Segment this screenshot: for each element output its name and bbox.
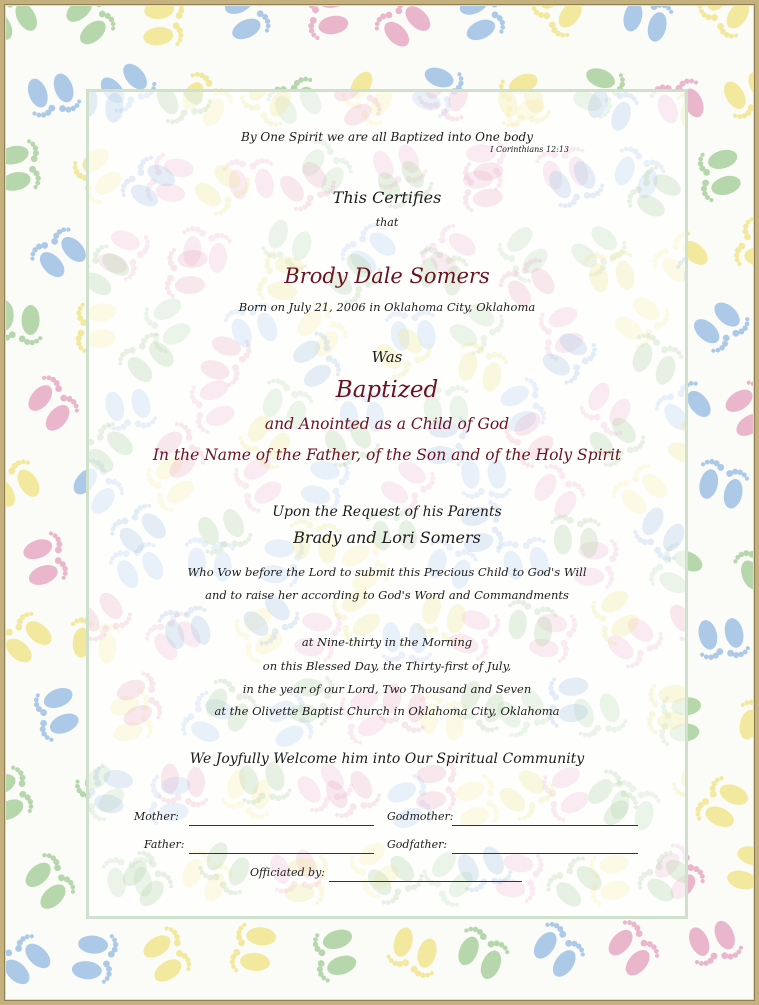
- mother-signature-line: [189, 825, 374, 826]
- footprint-pair: [26, 220, 93, 287]
- footprint-pair: [717, 63, 753, 126]
- footprint-pair: [599, 916, 666, 982]
- footprint-pair: [731, 538, 753, 597]
- footprint-pair: [19, 371, 86, 437]
- godmother-signature-line: [452, 825, 638, 826]
- footprint-pair: [21, 66, 83, 125]
- vow-line-2: and to raise her according to God's Word and Commandments: [205, 588, 569, 602]
- footprint-pair: [16, 529, 75, 592]
- footprint-pair: [732, 215, 753, 272]
- footprint-pair: [302, 6, 354, 41]
- birth-details: Born on July 21, 2006 in Oklahoma City, Oklahoma: [238, 300, 536, 314]
- father-signature-line: [189, 853, 374, 854]
- ceremony-place: at the Olivette Baptist Church in Oklahoma City, Oklahoma: [214, 704, 560, 718]
- officiated-label: Officiated by:: [250, 866, 325, 879]
- footprint-pair: [306, 923, 364, 984]
- mother-label: Mother:: [134, 810, 179, 823]
- father-label: Father:: [144, 838, 185, 851]
- certificate-panel: [86, 89, 688, 919]
- footprint-pair: [134, 923, 198, 989]
- footprint-pair: [6, 6, 44, 49]
- footprint-pair: [139, 6, 189, 50]
- footprint-pair: [617, 6, 676, 44]
- footprint-pair: [217, 6, 278, 46]
- footprint-pair: [16, 849, 83, 916]
- request-text: Upon the Request of his Parents: [272, 504, 502, 520]
- footprint-pair: [6, 605, 58, 672]
- footprint-pair: [452, 6, 513, 47]
- baptized-heading: Baptized: [335, 377, 439, 403]
- welcome-text: We Joyfully Welcome him into Our Spiritual Community: [189, 751, 585, 767]
- scripture-reference: I Corinthians 12:13: [490, 145, 569, 154]
- footprint-pair: [524, 918, 590, 983]
- anointed-text: and Anointed as a Child of God: [264, 415, 510, 433]
- footprint-pair: [383, 924, 443, 980]
- footprint-pair: [693, 457, 752, 511]
- ceremony-time: at Nine-thirty in the Morning: [301, 635, 473, 649]
- footprint-pair: [229, 922, 277, 976]
- footprint-pair: [6, 763, 41, 827]
- footprint-pair: [525, 6, 592, 42]
- footprint-pair: [71, 931, 119, 985]
- godmother-label: Godmother:: [387, 810, 454, 823]
- footprint-pair: [733, 697, 753, 751]
- ceremony-date-2: in the year of our Lord, Two Thousand and Seven: [242, 682, 532, 696]
- footprint-pair: [6, 300, 43, 345]
- godfather-signature-line: [452, 853, 638, 854]
- footprint-pair: [6, 452, 47, 516]
- vow-line-1: Who Vow before the Lord to submit this Precious Child to God's Will: [187, 565, 587, 579]
- certificate-paper: [6, 6, 753, 999]
- officiant-signature-line: [329, 881, 522, 882]
- certifies-heading: This Certifies: [332, 188, 442, 207]
- footprint-pair: [27, 681, 87, 744]
- certificate-text: [89, 92, 685, 916]
- godfather-label: Godfather:: [387, 838, 448, 851]
- footprint-pair: [370, 6, 437, 56]
- trinity-text: In the Name of the Father, of the Son and of the Holy Spirit: [152, 446, 622, 464]
- that-text: that: [375, 216, 399, 229]
- footprint-pair: [450, 923, 513, 983]
- footprint-pair: [6, 138, 47, 197]
- parents-names: Brady and Lori Somers: [293, 528, 481, 547]
- was-text: Was: [371, 348, 403, 366]
- ceremony-date-1: on this Blessed Day, the Thirty-first of July,: [262, 659, 512, 673]
- footprint-pair: [693, 612, 752, 666]
- footprint-pair: [687, 293, 753, 360]
- footprint-pair: [724, 839, 753, 898]
- footprint-pair: [692, 772, 753, 836]
- footprint-pair: [692, 6, 753, 43]
- epigraph: By One Spirit we are all Baptized into One body: [241, 130, 533, 144]
- footprint-pair: [57, 6, 123, 51]
- footprint-pair: [682, 913, 745, 973]
- footprint-pair: [6, 927, 57, 994]
- footprint-pair: [717, 377, 753, 443]
- child-name: Brody Dale Somers: [284, 264, 490, 288]
- footprint-pair: [691, 144, 747, 204]
